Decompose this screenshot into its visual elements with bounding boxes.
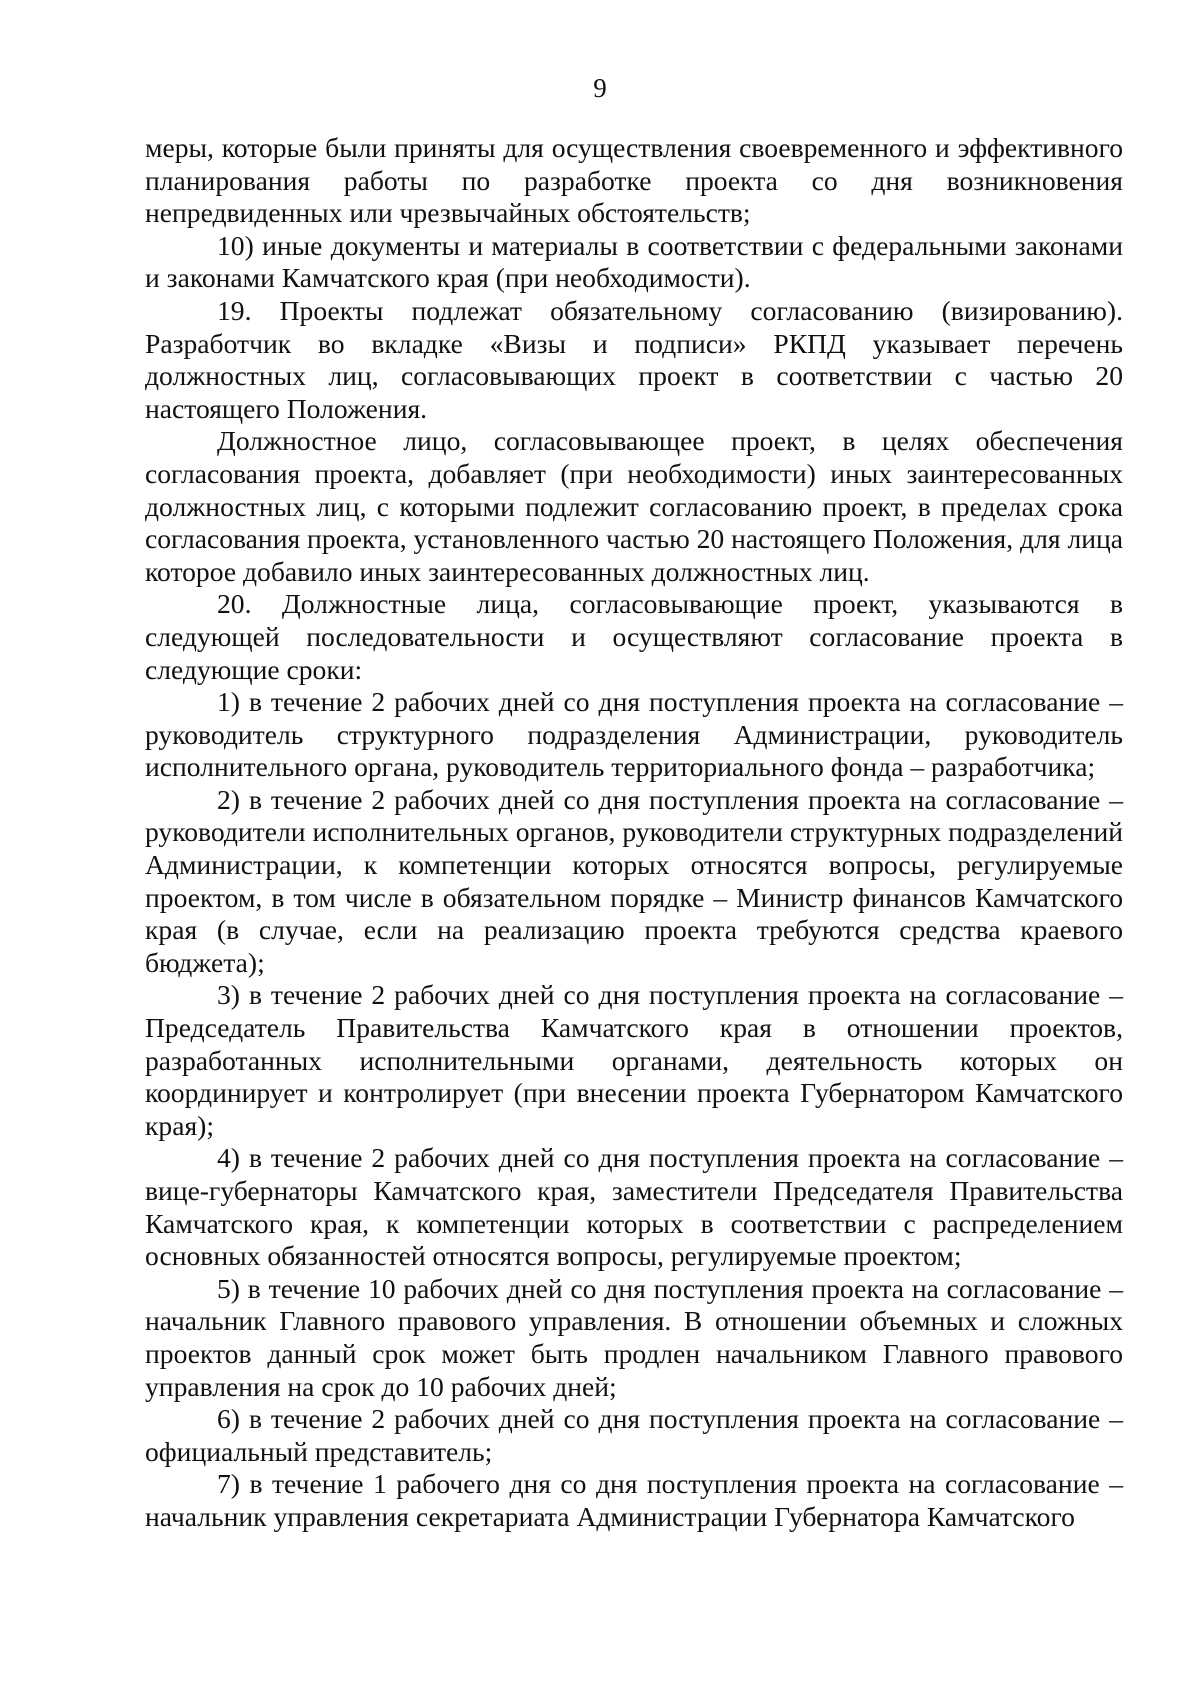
paragraph-measures-continuation: меры, которые были приняты для осуществления своевременного и эффективного планирования работы по разработке проекта со дня возникновения непредвиденных или чрезвычайных обстоятельств; [145, 132, 1123, 229]
paragraph-item-2: 2) в течение 2 рабочих дней со дня поступления проекта на согласование – руководители исполнительных органов, руководители структурных подразделений Администрации, к компетенции которых относятся вопросы, регулируемые проектом, в том числе в обязательном порядке – Министр финансов Камчатского края (в случае, если на реализацию проекта требуются средства краевого бюджета); [145, 783, 1123, 978]
paragraph-item-4: 4) в течение 2 рабочих дней со дня поступления проекта на согласование – вице-губернаторы Камчатского края, заместители Председателя Правительства Камчатского края, к компетенции которых в соответствии с распределением основных обязанностей относятся вопросы, регулируемые проектом; [145, 1142, 1123, 1272]
paragraph-item-6: 6) в течение 2 рабочих дней со дня поступления проекта на согласование – официальный представитель; [145, 1403, 1123, 1467]
page-number: 9 [593, 73, 607, 103]
paragraph-item-3: 3) в течение 2 рабочих дней со дня поступления проекта на согласование – Председатель Правительства Камчатского края в отношении проектов, разработанных исполнительными органами, деятельность которых он координирует и контролирует (при внесении проекта Губернатором Камчатского края); [145, 979, 1123, 1141]
paragraph-item-5: 5) в течение 10 рабочих дней со дня поступления проекта на согласование – начальник Главного правового управления. В отношении объемных и сложных проектов данный срок может быть продлен начальником Главного правового управления на срок до 10 рабочих дней; [145, 1272, 1123, 1402]
paragraph-section-20: 20. Должностные лица, согласовывающие проект, указываются в следующей последовательности и осуществляют согласование проекта в следующие сроки: [145, 588, 1123, 685]
paragraph-item-7: 7) в течение 1 рабочего дня со дня поступления проекта на согласование – начальник управления секретариата Администрации Губернатора Камчатского [145, 1468, 1123, 1532]
paragraph-official-adds-approvers: Должностное лицо, согласовывающее проект, в целях обеспечения согласования проекта, добавляет (при необходимости) иных заинтересованных должностных лиц, с которыми подлежит согласованию проект, в пределах срока согласования проекта, установленного частью 20 настоящего Положения, для лица которое добавило иных заинтересованных должностных лиц. [145, 425, 1124, 587]
paragraph-item-1: 1) в течение 2 рабочих дней со дня поступления проекта на согласование – руководитель структурного подразделения Администрации, руководитель исполнительного органа, руководитель территориального фонда – разработчика; [145, 686, 1123, 783]
paragraph-section-19: 19. Проекты подлежат обязательному согласованию (визированию). Разработчик во вкладке «Визы и подписи» РКПД указывает перечень должностных лиц, согласовывающих проект в соответствии с частью 20 настоящего Положения. [145, 294, 1123, 424]
paragraph-item-10: 10) иные документы и материалы в соответствии с федеральными законами и законами Камчатского края (при необходимости). [145, 229, 1123, 294]
document-body [145, 132, 1123, 1534]
